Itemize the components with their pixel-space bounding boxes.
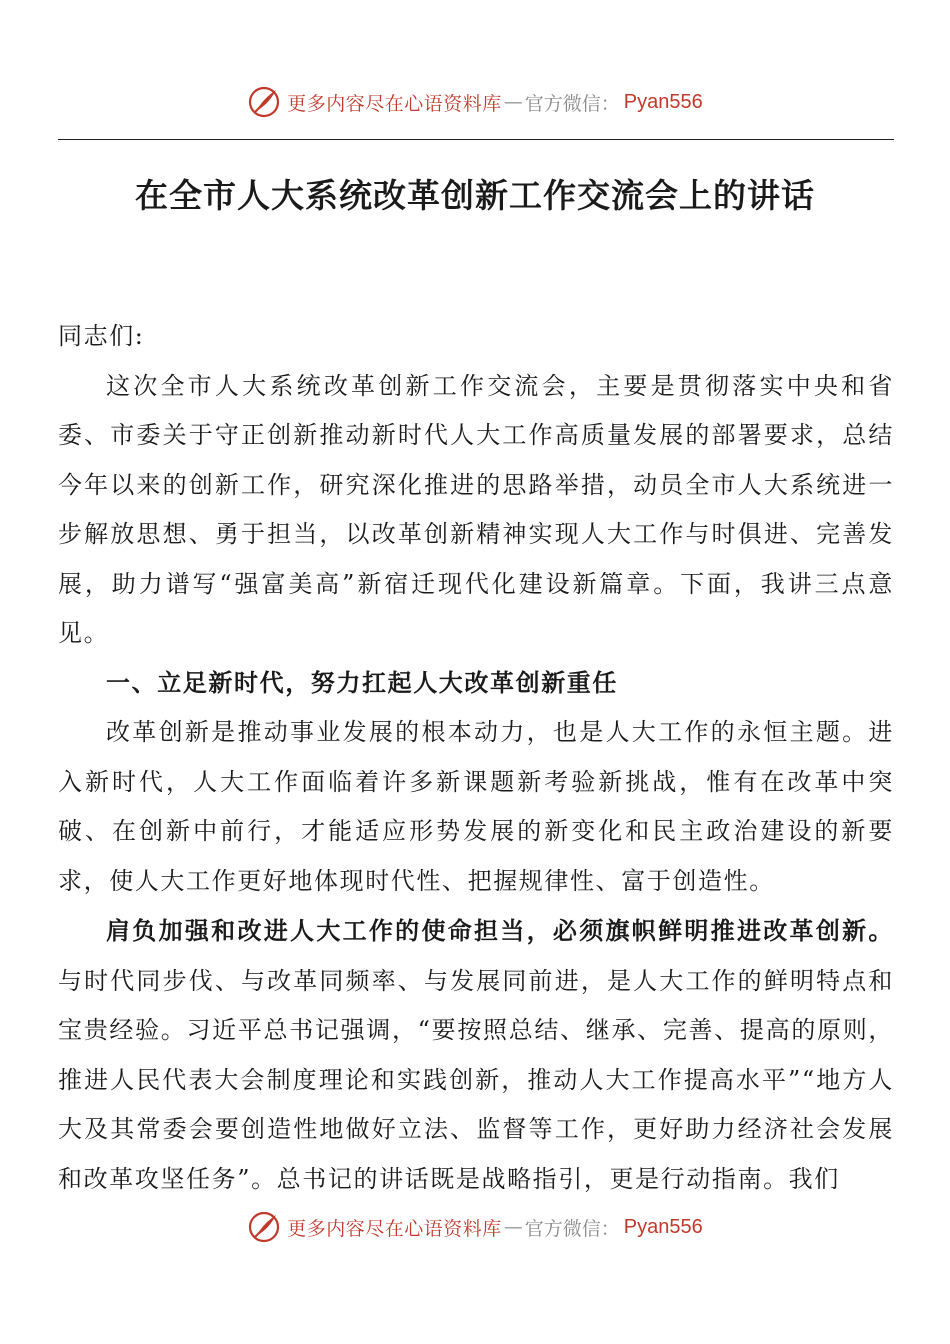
quill-logo-icon: [247, 85, 281, 119]
wechat-id: Pyan556: [623, 90, 703, 113]
banner-separator: —: [503, 91, 523, 113]
section-heading-1: 一、立足新时代，努力扛起人大改革创新重任: [106, 668, 618, 697]
paragraph-lead-sentence: 肩负加强和改进人大工作的使命担当，必须旗帜鲜明推进改革创新。: [106, 916, 894, 945]
paragraph-section1: 改革创新是推动事业发展的根本动力，也是人大工作的永恒主题。进入新时代，人大工作面临着许多新课题新考验新挑战，惟有在改革中突破、在创新中前行，才能适应形势发展的新变化和民主政治建设的新要求，使人大工作更好地体现时代性、把握规律性、富于创造性。: [58, 718, 894, 895]
wechat-id: Pyan556: [623, 1215, 703, 1238]
banner-slogan: 更多内容尽在心语资料库: [287, 92, 502, 115]
banner-slogan: 更多内容尽在心语资料库: [287, 1217, 502, 1240]
document-title: 在全市人大系统改革创新工作交流会上的讲话: [135, 176, 815, 215]
paragraph-intro: 这次全市人大系统改革创新工作交流会，主要是贯彻落实中央和省委、市委关于守正创新推动新时代人大工作高质量发展的部署要求，总结今年以来的创新工作，研究深化推进的思路举措，动员全市人大系统进一步解放思想、勇于担当，以改革创新精神实现人大工作与时俱进、完善发展，助力谱写“强富美高”新宿迁现代化建设新篇章。下面，我讲三点意见。: [58, 371, 894, 647]
document-body: [58, 312, 894, 1204]
header-banner: [0, 82, 950, 122]
salutation: 同志们:: [58, 322, 145, 350]
header-divider: [58, 139, 894, 140]
paragraph-continuation: 与时代同步伐、与改革同频率、与发展同前进，是人大工作的鲜明特点和宝贵经验。习近平总书记强调，“要按照总结、继承、完善、提高的原则，推进人民代表大会制度理论和实践创新，推动人大工作提高水平”“地方人大及其常委会要创造性地做好立法、监督等工作，更好助力经济社会发展和改革攻坚任务”。总书记的讲话既是战略指引，更是行动指南。我们: [58, 966, 894, 1193]
quill-logo-icon: [247, 1210, 281, 1244]
wechat-label: 官方微信：: [524, 92, 620, 115]
paragraph-mission: [58, 906, 894, 1204]
banner-separator: —: [503, 1216, 523, 1238]
wechat-label: 官方微信：: [524, 1217, 620, 1240]
footer-banner: [0, 1207, 950, 1247]
